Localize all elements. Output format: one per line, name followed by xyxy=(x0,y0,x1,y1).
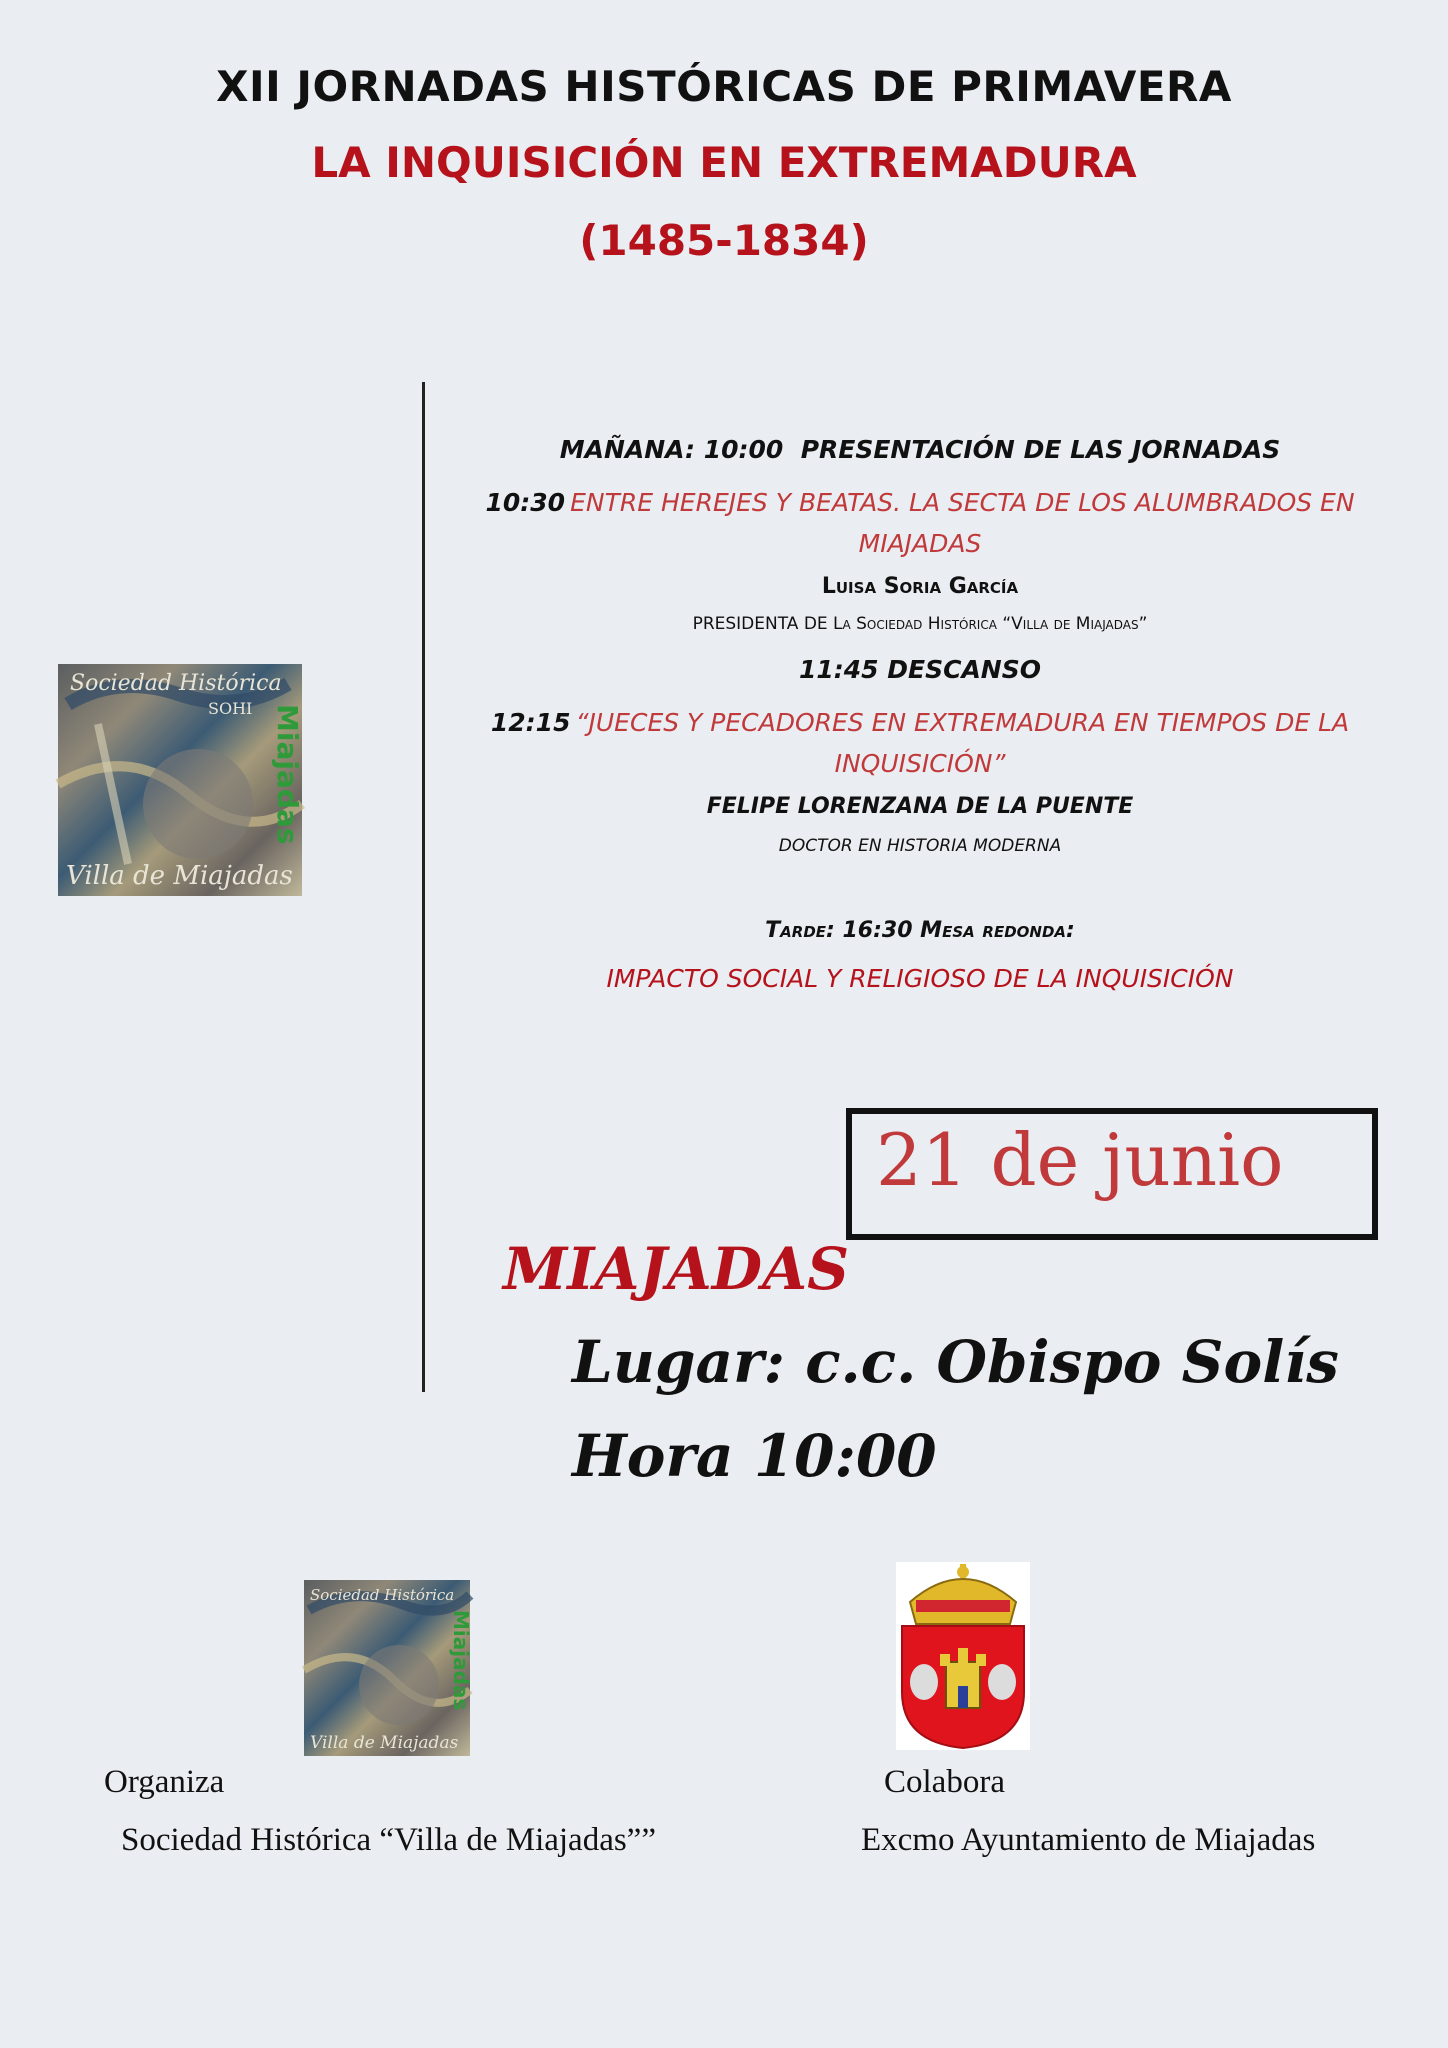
organizer-logo-text-top: Sociedad Histórica xyxy=(310,1586,455,1604)
logo-text-sohi: SOHI xyxy=(208,699,253,718)
sociedad-historica-logo xyxy=(58,664,302,896)
program-opening xyxy=(480,435,1360,464)
roundtable-title: IMPACTO SOCIAL Y RELIGIOSO DE LA INQUISICIÓN xyxy=(606,964,1234,993)
event-date: 21 de junio xyxy=(876,1118,1284,1202)
talk2-title-line2: INQUISICIÓN” xyxy=(834,749,1006,778)
organizer-logo-text-bottom: Villa de Miajadas xyxy=(310,1733,459,1753)
coat-of-arms-icon xyxy=(896,1562,1030,1750)
afternoon-session: Tarde: 16:30 Mesa redonda: xyxy=(765,918,1075,943)
talk1-speaker: Luisa Soria García xyxy=(821,574,1019,599)
vertical-divider xyxy=(422,382,425,1392)
organizer-logo-text-vertical: Miajadas xyxy=(449,1610,473,1711)
colabora-name: Excmo Ayuntamiento de Miajadas xyxy=(861,1822,1316,1858)
break-item: 11:45 DESCANSO xyxy=(799,655,1041,684)
page-title: XII JORNADAS HISTÓRICAS DE PRIMAVERA xyxy=(216,62,1232,111)
organiza-label: Organiza xyxy=(104,1764,225,1800)
colabora-label: Colabora xyxy=(884,1764,1005,1800)
organiza-name: Sociedad Histórica “Villa de Miajadas”” xyxy=(121,1822,656,1858)
talk2-role: DOCTOR EN HISTORIA MODERNA xyxy=(778,836,1062,856)
talk1-title-line2: MIAJADAS xyxy=(858,529,982,558)
logo-text-bottom: Villa de Miajadas xyxy=(66,861,293,891)
logo-text-vertical: Miajadas xyxy=(271,704,304,845)
talk1-role: PRESIDENTA DE La Sociedad Histórica “Villa de Miajadas” xyxy=(692,614,1148,634)
page-years: (1485-1834) xyxy=(579,216,869,265)
morning-label: MAÑANA: xyxy=(559,435,695,464)
talk2-speaker: FELIPE LORENZANA DE LA PUENTE xyxy=(706,794,1134,819)
page-subtitle: LA INQUISICIÓN EN EXTREMADURA xyxy=(311,138,1137,187)
opening-title: PRESENTACIÓN DE LAS JORNADAS xyxy=(800,435,1281,464)
ayuntamiento-coat-of-arms xyxy=(896,1562,1030,1750)
event-venue: Lugar: c.c. Obispo Solís xyxy=(572,1328,1339,1396)
talk2-title-line1: “JUECES Y PECADORES EN EXTREMADURA EN TIEMPOS DE LA xyxy=(575,708,1350,737)
talk1-time: 10:30 xyxy=(485,488,566,517)
talk2-time: 12:15 xyxy=(490,708,571,737)
organizer-logo xyxy=(304,1580,473,1756)
talk1-title-line1: ENTRE HEREJES Y BEATAS. LA SECTA DE LOS ALUMBRADOS EN xyxy=(570,488,1355,517)
event-city: MIAJADAS xyxy=(503,1235,849,1303)
event-hour: Hora 10:00 xyxy=(572,1422,937,1490)
logo-text-top: Sociedad Histórica xyxy=(70,671,282,696)
talk1-title-block xyxy=(480,484,1360,566)
talk2-title-block xyxy=(480,704,1360,786)
morning-time: 10:00 xyxy=(703,435,784,464)
